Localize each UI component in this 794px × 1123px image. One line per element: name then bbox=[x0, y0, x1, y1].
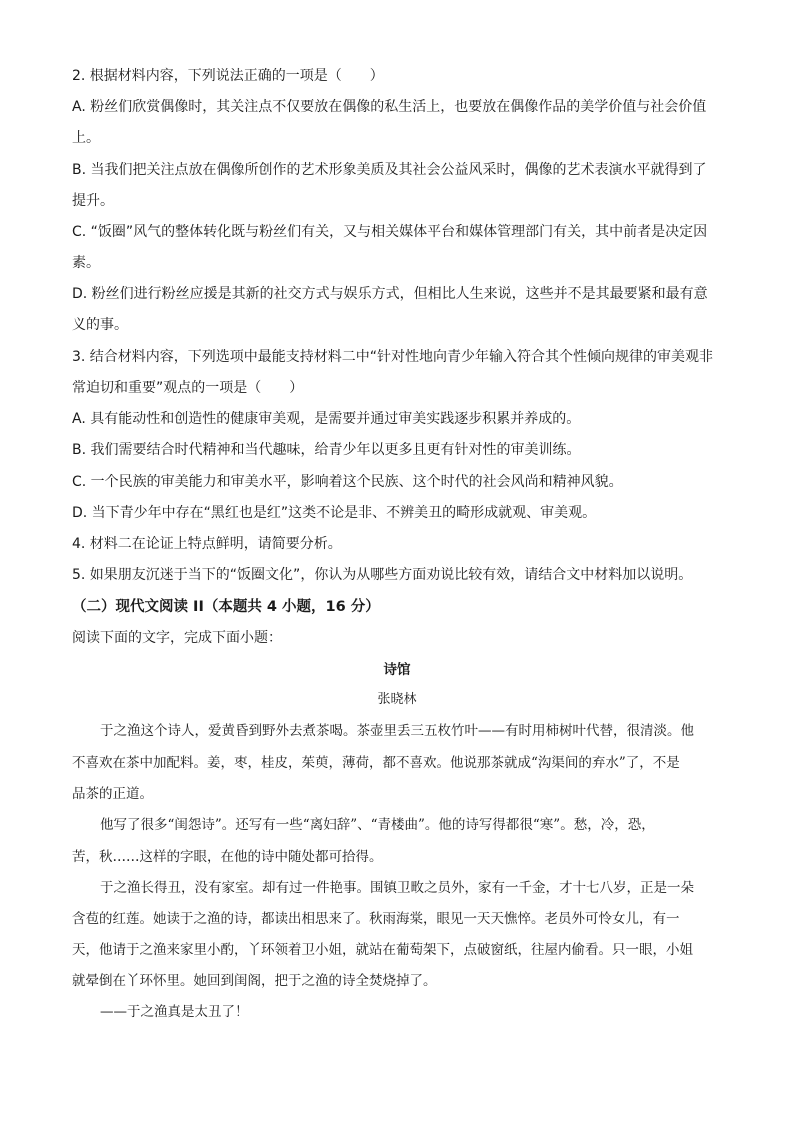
story-p3-line3: 天，他请于之渔来家里小酌，丫环领着卫小姐，就站在葡萄架下，点破窗纸，往屋内偷看。只一眼，小姐 bbox=[72, 942, 693, 958]
q2-option-b-line2: 提升。 bbox=[72, 193, 114, 209]
q2-option-d-line1: D. 粉丝们进行粉丝应援是其新的社交方式与娱乐方式，但相比人生来说，这些并不是其最要紧和最有意 bbox=[72, 286, 708, 302]
q2-option-c-line1: C. “饭圈”风气的整体转化既与粉丝们有关，又与相关媒体平台和媒体管理部门有关，其中前者是决定因 bbox=[72, 224, 708, 240]
q5-stem: 5. 如果朋友沉迷于当下的“饭圈文化”，你认为从哪些方面劝说比较有效，请结合文中材料加以说明。 bbox=[72, 567, 693, 583]
q4-stem: 4. 材料二在论证上特点鲜明，请简要分析。 bbox=[72, 536, 342, 552]
q2-stem: 2. 根据材料内容，下列说法正确的一项是（ ） bbox=[72, 68, 384, 84]
reading-instruction: 阅读下面的文字，完成下面小题： bbox=[72, 630, 282, 646]
q3-option-b: B. 我们需要结合时代精神和当代趣味，给青少年以更多且更有针对性的审美训练。 bbox=[72, 442, 581, 458]
story-p3-line2: 含苞的红莲。她读于之渔的诗，都读出相思来了。秋雨海棠，眼见一天天憔悴。老员外可怜女儿，有一 bbox=[72, 911, 680, 927]
q3-stem-line1: 3. 结合材料内容，下列选项中最能支持材料二中“针对性地向青少年输入符合其个性倾向规律的审美观非 bbox=[72, 349, 714, 365]
q2-option-a-line1: A. 粉丝们欣赏偶像时，其关注点不仅要放在偶像的私生活上，也要放在偶像作品的美学价值与社会价值 bbox=[72, 99, 707, 115]
story-p4: ——于之渔真是太丑了！ bbox=[100, 1004, 249, 1020]
q2-option-d-line2: 义的事。 bbox=[72, 317, 128, 333]
section-heading: （二）现代文阅读 II（本题共 4 小题，16 分） bbox=[72, 599, 380, 615]
story-p3-line1: 于之渔长得丑，没有家室。却有过一件艳事。围镇卫畋之员外，家有一千金，才十七八岁，正是一朵 bbox=[100, 880, 694, 896]
q3-option-d: D. 当下青少年中存在“黑红也是红”这类不论是非、不辨美丑的畸形成就观、审美观。 bbox=[72, 505, 597, 521]
story-p2-line2: 苦，秋……这样的字眼，在他的诗中随处都可拾得。 bbox=[72, 849, 383, 865]
story-p1-line2: 不喜欢在茶中加配料。姜，枣，桂皮，茱萸，薄荷，都不喜欢。他说那茶就成“沟渠间的弃水”了，不是 bbox=[72, 755, 680, 771]
story-title: 诗馆 bbox=[383, 662, 411, 678]
q3-option-c: C. 一个民族的审美能力和审美水平，影响着这个民族、这个时代的社会风尚和精神风貌。 bbox=[72, 474, 623, 490]
q2-option-c-line2: 素。 bbox=[72, 255, 100, 271]
q3-stem-line2: 常迫切和重要”观点的一项是（ ） bbox=[72, 380, 304, 396]
q2-option-a-line2: 上。 bbox=[72, 130, 100, 146]
story-p1-line3: 品茶的正道。 bbox=[72, 786, 153, 802]
story-p3-line4: 就晕倒在丫环怀里。她回到闺阁，把于之渔的诗全焚烧掉了。 bbox=[72, 973, 437, 989]
q2-option-b-line1: B. 当我们把关注点放在偶像所创作的艺术形象美质及其社会公益风采时，偶像的艺术表演水平就得到了 bbox=[72, 162, 707, 178]
story-p2-line1: 他写了很多“闺怨诗”。还写有一些“离妇辞”、“青楼曲”。他的诗写得都很“寒”。愁，冷，恐， bbox=[100, 817, 655, 833]
q3-option-a: A. 具有能动性和创造性的健康审美观，是需要并通过审美实践逐步积累并养成的。 bbox=[72, 411, 581, 427]
story-author: 张晓林 bbox=[377, 692, 417, 707]
story-p1-line1: 于之渔这个诗人，爱黄昏到野外去煮茶喝。茶壶里丢三五枚竹叶——有时用柿树叶代替，很清淡。他 bbox=[100, 723, 694, 739]
